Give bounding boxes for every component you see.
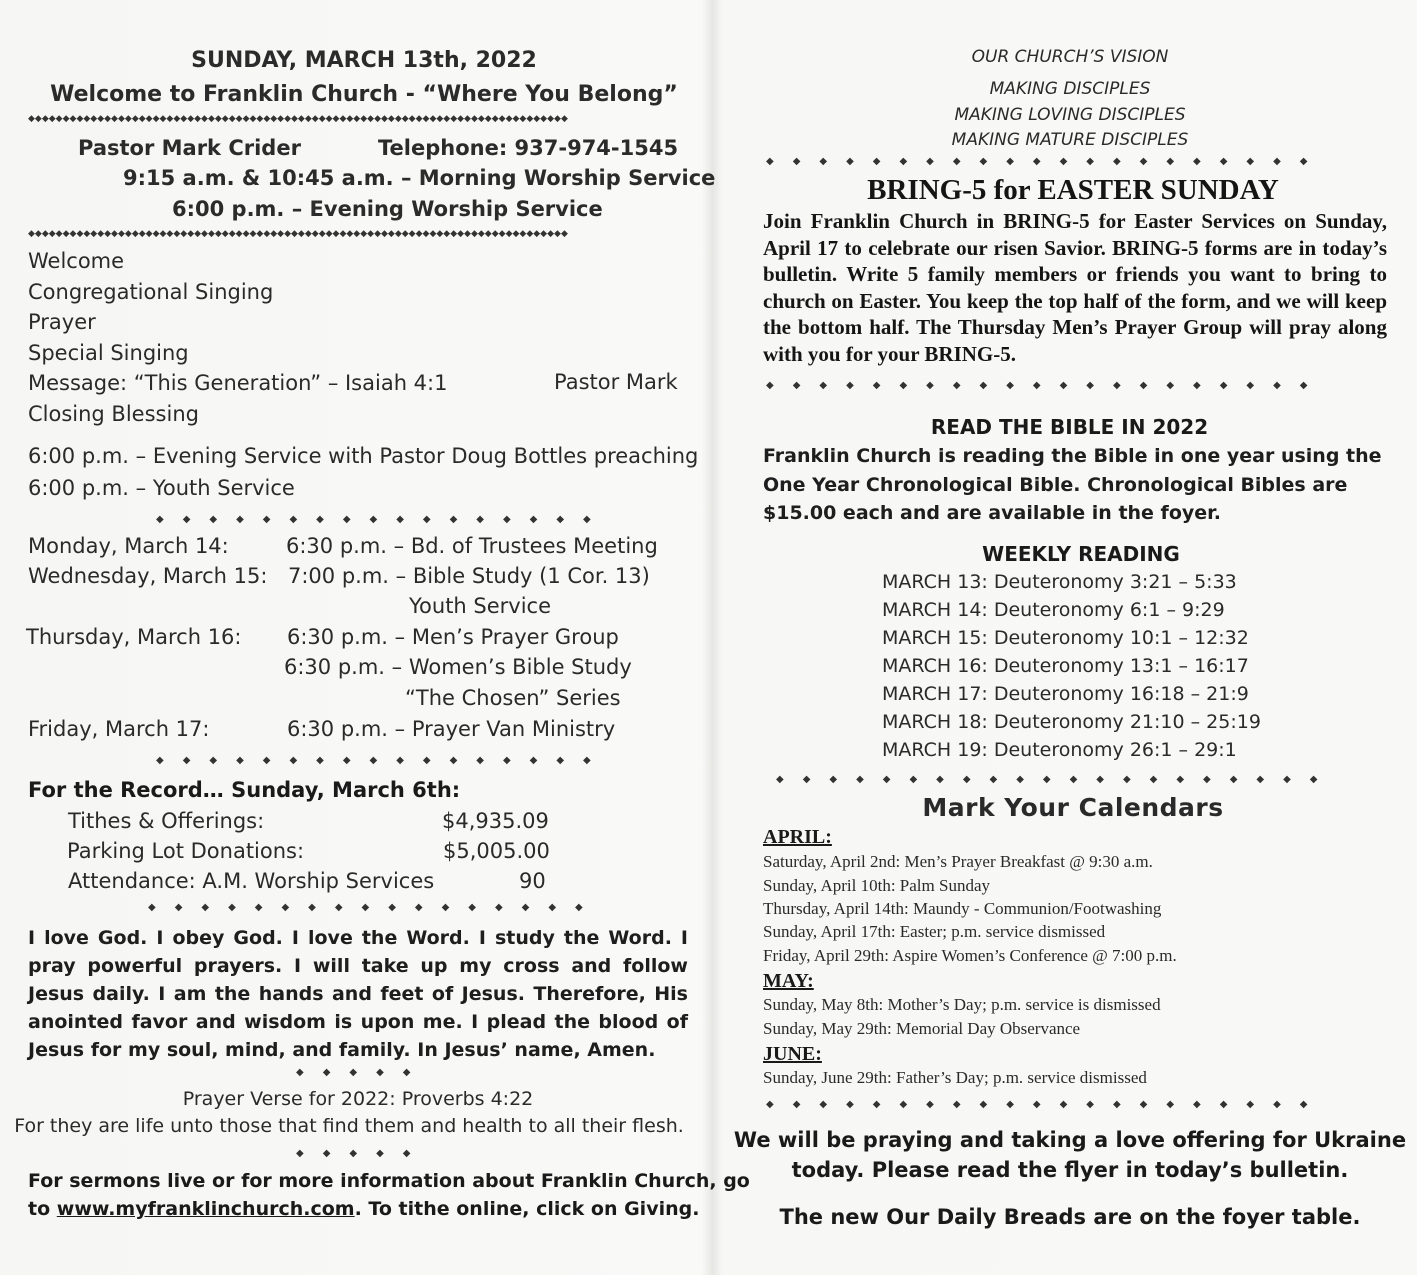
weekly-reading-title: WEEKLY READING [982,542,1180,566]
weekly-reading-item: MARCH 15: Deuteronomy 10:1 – 12:32 [882,627,1249,649]
calendar-event: Friday, April 29th: Aspire Women’s Conference @ 7:00 p.m. [763,946,1177,965]
order-item: Special Singing [28,341,189,365]
calendar-event: Saturday, April 2nd: Men’s Prayer Breakfast @ 9:30 a.m. [763,852,1153,871]
weekly-reading-item: MARCH 19: Deuteronomy 26:1 – 29:1 [882,739,1237,761]
daily-breads-note: The new Our Daily Breads are on the foyer table. [779,1205,1361,1229]
church-website-link[interactable]: www.myfranklinchurch.com [56,1198,355,1220]
schedule-event: 6:30 p.m. – Prayer Van Ministry [287,717,616,741]
record-label: Tithes & Offerings: [68,809,265,833]
month-april-label: APRIL: [763,826,832,848]
calendar-event: Sunday, April 17th: Easter; p.m. service dismissed [763,922,1106,941]
footer-prefix: to [28,1198,57,1220]
order-item: Congregational Singing [28,280,274,304]
schedule-day: Monday, March 14: [28,534,229,558]
month-june-label: JUNE: [763,1043,822,1065]
schedule-event: 6:30 p.m. – Bd. of Trustees Meeting [286,534,658,558]
vision-title: OUR CHURCH’S VISION [971,47,1169,67]
schedule-event: 6:30 p.m. – Men’s Prayer Group [287,625,619,649]
schedule-day: Thursday, March 16: [26,625,242,649]
ukraine-offering-note: We will be praying and taking a love offering for Ukraine [733,1128,1407,1152]
vision-line: MAKING MATURE DISCIPLES [951,130,1189,150]
evening-service-time: 6:00 p.m. – Evening Worship Service [172,197,603,221]
bring5-description: Join Franklin Church in BRING-5 for Easter Services on Sunday, April 17 to celebrate our risen Savior. BRING-5 forms are in today’s bulletin. Write 5 family members or friends you want to bring to church on Easter. You keep the top half of the form, and we will keep the bottom half. The Thursday Men’s Prayer Group will pray along with you for your BRING-5. [763,209,1387,366]
footer-info: For sermons live or for more information about Franklin Church, go [28,1170,750,1192]
evening-service-note: 6:00 p.m. – Evening Service with Pastor Doug Bottles preaching [28,444,699,468]
dotted-divider: ◆◆◆◆◆◆◆◆◆◆◆◆◆◆◆◆◆◆◆◆◆ [766,381,1327,391]
record-value: $5,005.00 [443,839,550,863]
schedule-day: Friday, March 17: [28,717,210,741]
schedule-day: Wednesday, March 15: [28,564,268,588]
weekly-reading-item: MARCH 14: Deuteronomy 6:1 – 9:29 [882,599,1225,621]
footer-info-line2 [28,1198,699,1220]
dotted-divider: ◆◆◆◆◆ [296,1149,430,1159]
calendar-event: Thursday, April 14th: Maundy - Communion/Footwashing [763,899,1162,918]
dotted-divider: ◆◆◆◆◆◆◆◆◆◆◆◆◆◆◆◆◆ [148,903,602,913]
calendar-title: Mark Your Calendars [922,793,1224,822]
prayer-verse-text: For they are life unto those that find them and health to all their flesh. [14,1115,684,1137]
weekly-reading-item: MARCH 16: Deuteronomy 13:1 – 16:17 [882,655,1249,677]
footer-suffix: . To tithe online, click on Giving. [354,1198,700,1220]
dotted-divider: ◆◆◆◆◆ [296,1068,430,1078]
schedule-event-extra: Youth Service [409,594,552,618]
record-title: For the Record… Sunday, March 6th: [28,778,461,802]
sermon-speaker: Pastor Mark [554,370,678,394]
bring5-title: BRING-5 for EASTER SUNDAY [867,174,1279,206]
read-bible-title: READ THE BIBLE IN 2022 [930,415,1209,439]
read-bible-description: Franklin Church is reading the Bible in one year using the One Year Chronological Bible. Chronological Bibles are $15.00 each and are available in the foyer. [763,445,1382,524]
record-label: Parking Lot Donations: [67,839,305,863]
dotted-divider: ◆◆◆◆◆◆◆◆◆◆◆◆◆◆◆◆◆ [156,756,610,766]
schedule-event: 6:30 p.m. – Women’s Bible Study [284,655,632,679]
sermon-message: Message: “This Generation” – Isaiah 4:1 [28,371,448,395]
service-date: SUNDAY, MARCH 13th, 2022 [191,48,537,73]
vision-line: MAKING DISCIPLES [989,79,1151,99]
dotted-divider: ◆◆◆◆◆◆◆◆◆◆◆◆◆◆◆◆◆◆◆◆◆ [766,1100,1327,1110]
calendar-event: Sunday, April 10th: Palm Sunday [763,876,990,895]
ukraine-flyer-note: today. Please read the flyer in today’s bulletin. [791,1158,1349,1182]
month-may-label: MAY: [763,970,814,992]
weekly-reading-item: MARCH 17: Deuteronomy 16:18 – 21:9 [882,683,1249,705]
order-item: Welcome [28,249,125,273]
record-value: $4,935.09 [442,809,549,833]
weekly-reading-item: MARCH 18: Deuteronomy 21:10 – 25:19 [882,711,1261,733]
schedule-event-extra: “The Chosen” Series [405,686,621,710]
declaration-prayer: I love God. I obey God. I love the Word. I study the Word. I pray powerful prayers. I will take up my cross and follow Jesus daily. I am the hands and feet of Jesus. Therefore, His anointed favor and wisdom is upon me. I plead the blood of Jesus for my soul, mind, and family. In Jesus’ name, Amen. [28,927,688,1061]
calendar-event: Sunday, May 8th: Mother’s Day; p.m. service is dismissed [763,995,1161,1014]
record-value: 90 [519,869,546,893]
dotted-divider: ◆◆◆◆◆◆◆◆◆◆◆◆◆◆◆◆◆◆◆◆◆ [766,157,1327,167]
weekly-reading-item: MARCH 13: Deuteronomy 3:21 – 5:33 [882,571,1237,593]
calendar-event: Sunday, May 29th: Memorial Day Observance [763,1019,1081,1038]
dotted-divider: ◆◆◆◆◆◆◆◆◆◆◆◆◆◆◆◆◆◆◆◆◆◆◆◆◆◆◆◆◆◆◆◆◆◆◆◆◆◆◆◆◆◆◆◆◆◆◆◆◆◆◆◆◆◆◆◆◆◆◆◆◆◆◆◆◆◆◆◆◆◆◆◆◆◆◆◆◆◆ [28,230,568,239]
record-label: Attendance: A.M. Worship Services [68,869,435,893]
dotted-divider: ◆◆◆◆◆◆◆◆◆◆◆◆◆◆◆◆◆ [156,515,610,525]
church-telephone: Telephone: 937-974-1545 [378,136,679,160]
pastor-name: Pastor Mark Crider [78,136,301,160]
calendar-event: Sunday, June 29th: Father’s Day; p.m. service dismissed [763,1068,1147,1087]
youth-service-note: 6:00 p.m. – Youth Service [28,476,295,500]
order-item: Closing Blessing [28,402,199,426]
morning-service-times: 9:15 a.m. & 10:45 a.m. – Morning Worship Service [123,166,716,190]
order-item: Prayer [28,310,96,334]
prayer-verse-title: Prayer Verse for 2022: Proverbs 4:22 [182,1088,534,1110]
schedule-event: 7:00 p.m. – Bible Study (1 Cor. 13) [288,564,650,588]
vision-line: MAKING LOVING DISCIPLES [954,105,1186,125]
welcome-heading: Welcome to Franklin Church - “Where You Belong” [50,82,678,107]
dotted-divider: ◆◆◆◆◆◆◆◆◆◆◆◆◆◆◆◆◆◆◆◆◆◆◆◆◆◆◆◆◆◆◆◆◆◆◆◆◆◆◆◆◆◆◆◆◆◆◆◆◆◆◆◆◆◆◆◆◆◆◆◆◆◆◆◆◆◆◆◆◆◆◆◆◆◆◆◆◆◆ [28,115,568,124]
dotted-divider: ◆◆◆◆◆◆◆◆◆◆◆◆◆◆◆◆◆◆◆◆◆ [776,775,1337,785]
